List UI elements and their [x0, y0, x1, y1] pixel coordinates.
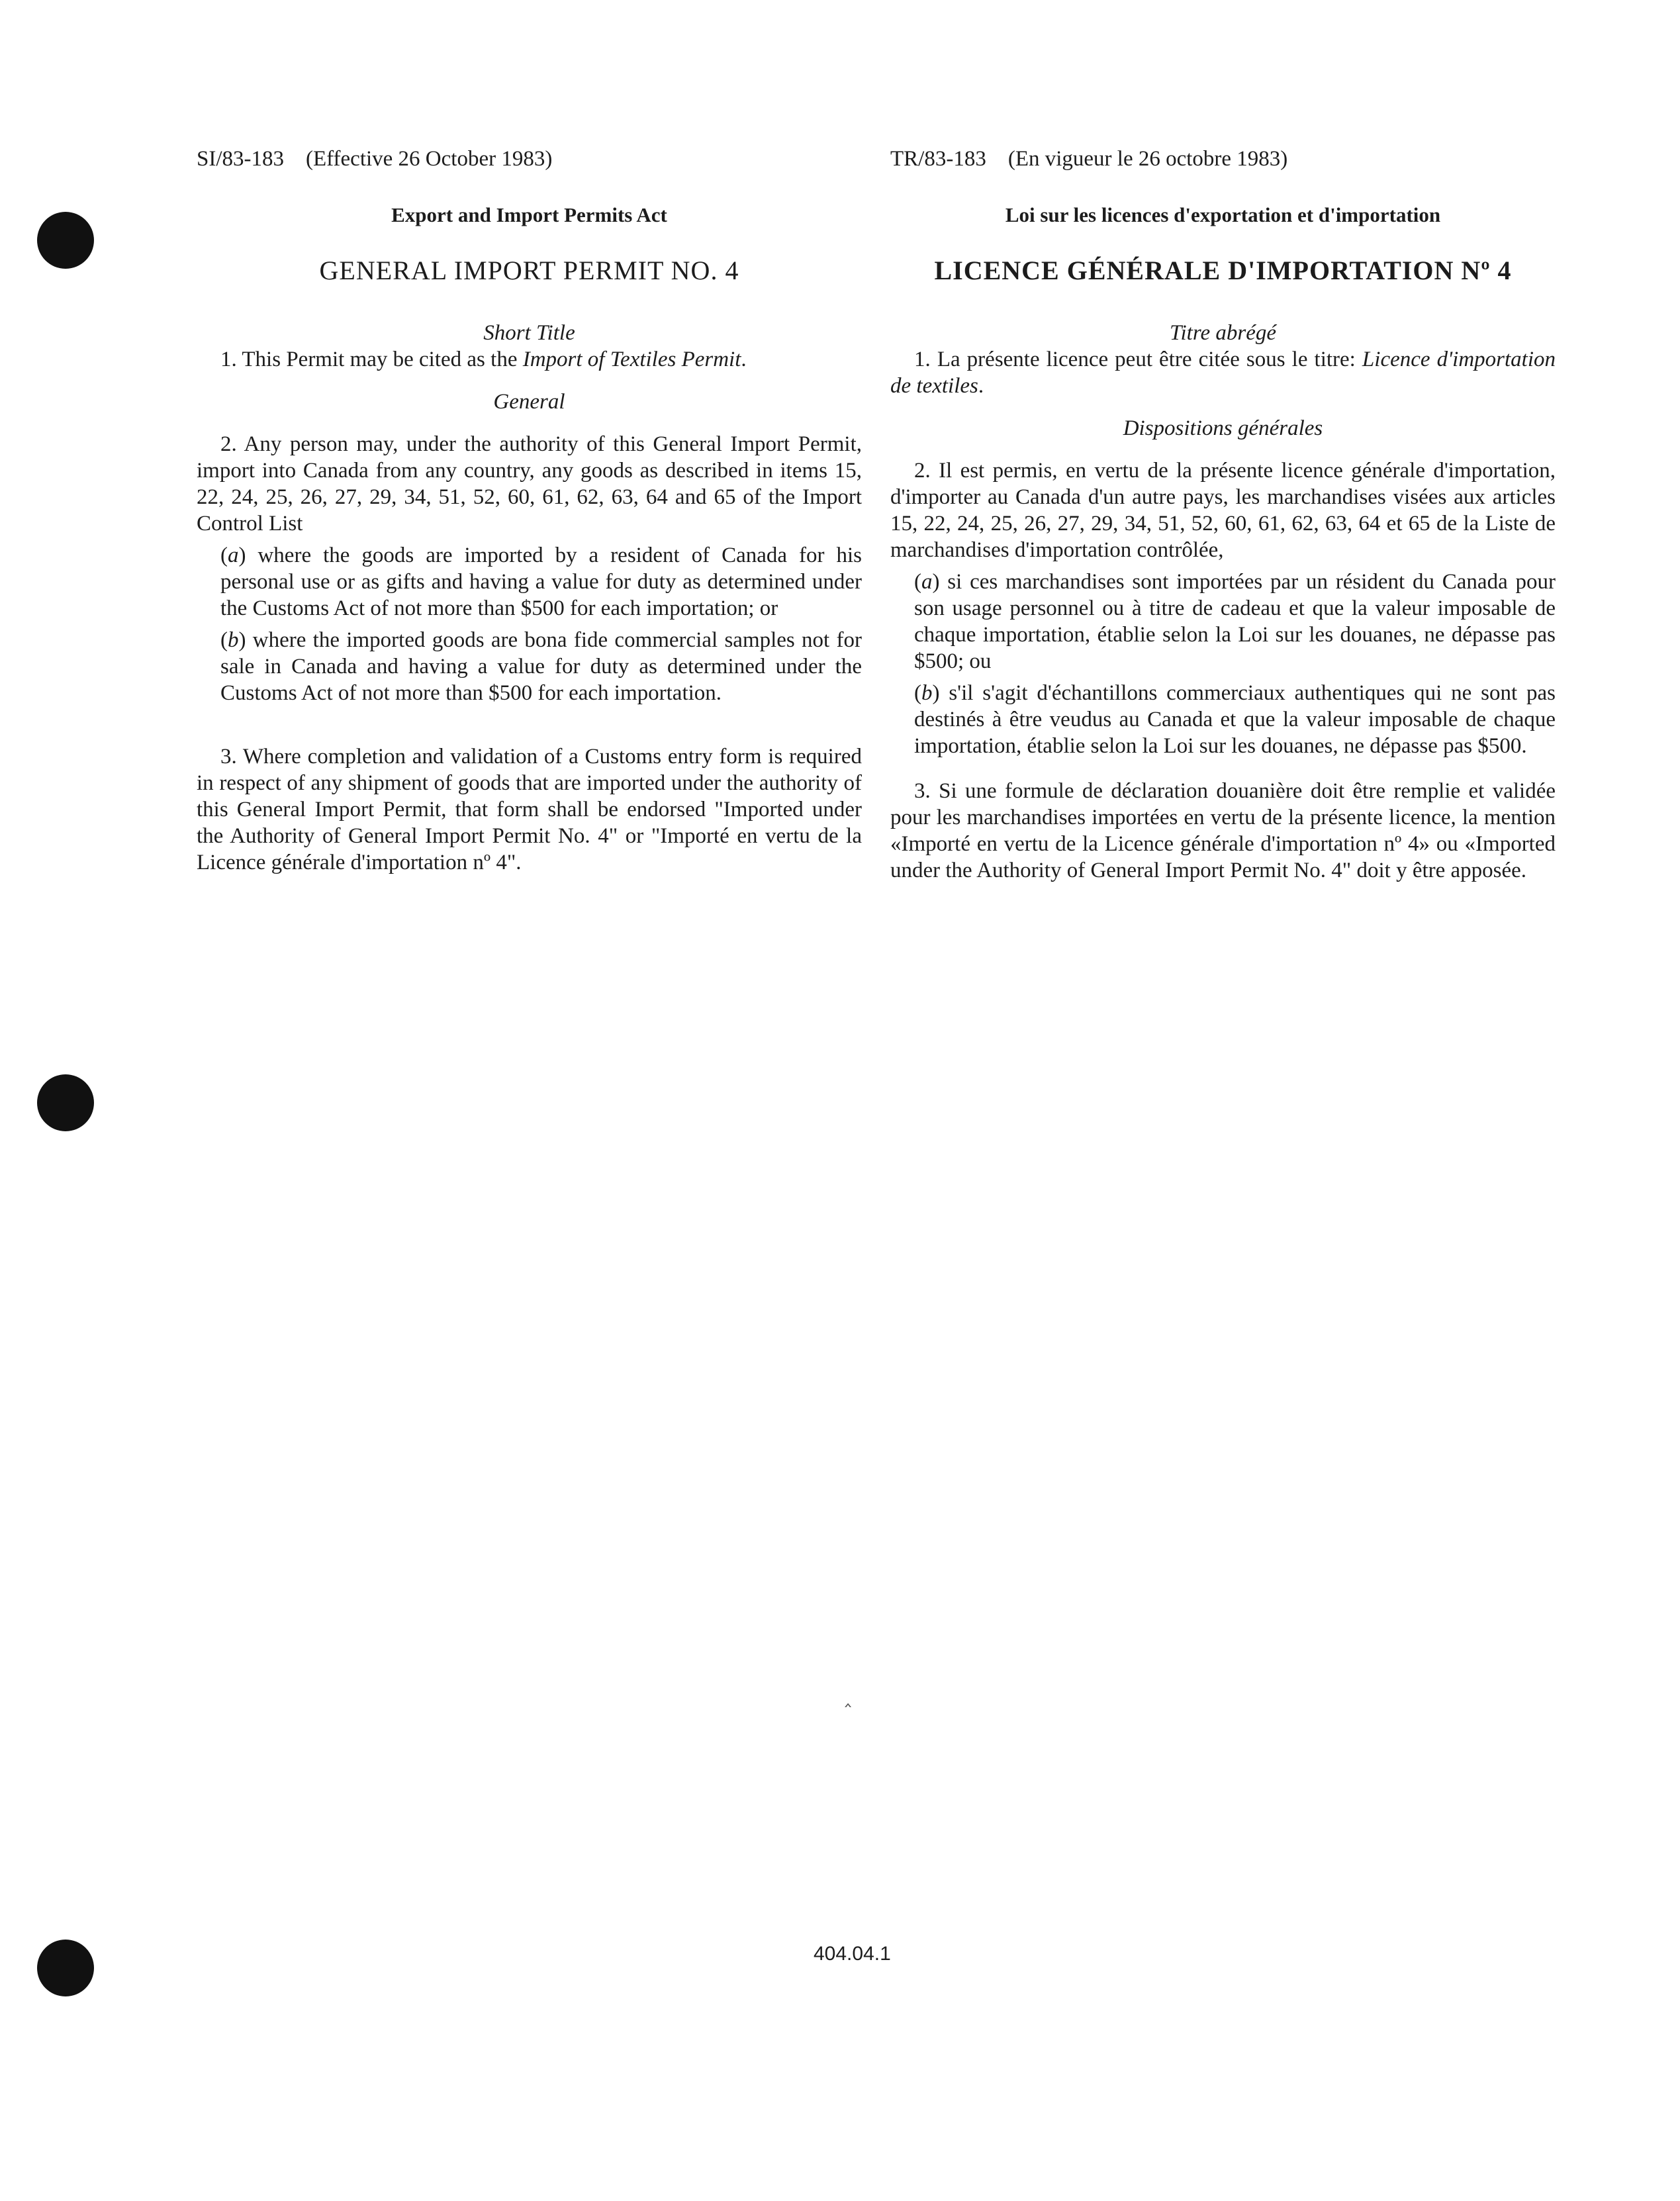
punch-hole-bottom [37, 1940, 94, 1996]
french-section-2b-label: b [921, 681, 933, 705]
english-act-title: Export and Import Permits Act [391, 203, 667, 226]
english-section-3: 3. Where completion and validation of a Customs entry form is required in respect of any shipment of goods that are imported under the authority of this General Import Permit, that form shall be endorsed "Imported under the Authority of General Import Permit No. 4" or "Importé en vertu de la Licence générale d'importation nº 4". [197, 745, 862, 874]
french-general-heading: Dispositions générales [1123, 416, 1323, 440]
french-section-2a-label: a [921, 570, 933, 594]
english-permit-title: GENERAL IMPORT PERMIT NO. 4 [319, 256, 739, 285]
english-section-2b-label: b [228, 628, 239, 652]
french-section-2a-text: si ces marchandises sont importées par un résident du Canada pour son usage personnel ou à titre de cadeau et que la valeur imposable de chaque importation, établie selon la Loi sur les douanes, ne dépasse pas $500; ou [914, 570, 1556, 673]
french-section-1-title: Licence d'importation de textiles [890, 348, 1556, 398]
english-section-2a-text: where the goods are imported by a resident of Canada for his personal use or as gifts and having a value for duty as determined under the Customs Act of not more than $500 for each importation; or [220, 543, 862, 620]
english-short-title-heading: Short Title [483, 321, 575, 345]
english-section-1 [197, 346, 862, 373]
english-effective-date: (Effective 26 October 1983) [306, 147, 553, 171]
english-registration-line [197, 147, 552, 171]
french-section-2: 2. Il est permis, en vertu de la présente licence générale d'importation, d'importer au Canada d'un autre pays, les marchandises visées aux articles 15, 22, 24, 25, 26, 27, 29, 34, 51, 52, 60, 61, 62, 63, 64 et 65 de la Liste de marchandises d'importation contrôlée, [890, 459, 1556, 562]
french-registration-line [890, 147, 1287, 171]
english-general-heading: General [493, 390, 565, 414]
french-section-1-text: 1. La présente licence peut être citée sous le titre: [914, 348, 1362, 371]
french-section-1 [890, 346, 1556, 399]
french-effective-date: (En vigueur le 26 octobre 1983) [1007, 147, 1288, 171]
french-act-title: Loi sur les licences d'exportation et d'importation [1005, 203, 1441, 226]
scan-mark: ‸ [845, 1685, 852, 1707]
english-section-2a-label: a [228, 543, 239, 567]
english-section-2: 2. Any person may, under the authority of this General Import Permit, import into Canada from any country, any goods as described in items 15, 22, 24, 25, 26, 27, 29, 34, 51, 52, 60, 61, 62, 63, 64 and 65 of the Import Control List [197, 432, 862, 536]
english-section-2a: (a) where the goods are imported by a resident of Canada for his personal use or as gifts and having a value for duty as determined under the Customs Act of not more than $500 for each importation; or [220, 543, 862, 620]
punch-hole-top [37, 212, 94, 269]
english-section-1-end: . [741, 348, 747, 371]
punch-hole-middle [37, 1074, 94, 1131]
english-body [197, 320, 862, 876]
english-section-1-title: Import of Textiles Permit [522, 348, 741, 371]
french-registration-number: TR/83-183 [890, 147, 986, 171]
english-section-2b-text: where the imported goods are bona fide commercial samples not for sale in Canada and having a value for duty as determined under the Customs Act of not more than $500 for each importation. [220, 628, 862, 705]
french-section-1-end: . [978, 374, 984, 398]
french-permit-title: LICENCE GÉNÉRALE D'IMPORTATION Nº 4 [934, 256, 1512, 285]
french-section-2a: (a) si ces marchandises sont importées par un résident du Canada pour son usage personnel ou à titre de cadeau et que la valeur imposable de chaque importation, établie selon la Loi sur les douanes, ne dépasse pas $500; ou [914, 570, 1556, 673]
english-section-2b: (b) where the imported goods are bona fide commercial samples not for sale in Canada and having a value for duty as determined under the Customs Act of not more than $500 for each importation. [220, 628, 862, 705]
french-section-3: 3. Si une formule de déclaration douanière doit être remplie et validée pour les marchandises importées en vertu de la présente licence, la mention «Importé en vertu de la Licence générale d'importation nº 4» ou «Imported under the Authority of General Import Permit No. 4" doit y être apposée. [890, 779, 1556, 882]
page-number: 404.04.1 [814, 1943, 891, 1965]
french-section-2b-text: s'il s'agit d'échantillons commerciaux authentiques qui ne sont pas destinés à être veudus au Canada et que la valeur imposable de chaque importation, établie selon la Loi sur les douanes, ne dépasse pas $500. [914, 681, 1556, 758]
french-section-2b: (b) s'il s'agit d'échantillons commerciaux authentiques qui ne sont pas destinés à être veudus au Canada et que la valeur imposable de chaque importation, établie selon la Loi sur les douanes, ne dépasse pas $500. [914, 681, 1556, 758]
english-registration-number: SI/83-183 [197, 147, 284, 171]
english-section-1-text: 1. This Permit may be cited as the [220, 348, 523, 371]
french-body [890, 320, 1556, 884]
french-short-title-heading: Titre abrégé [1169, 321, 1277, 345]
